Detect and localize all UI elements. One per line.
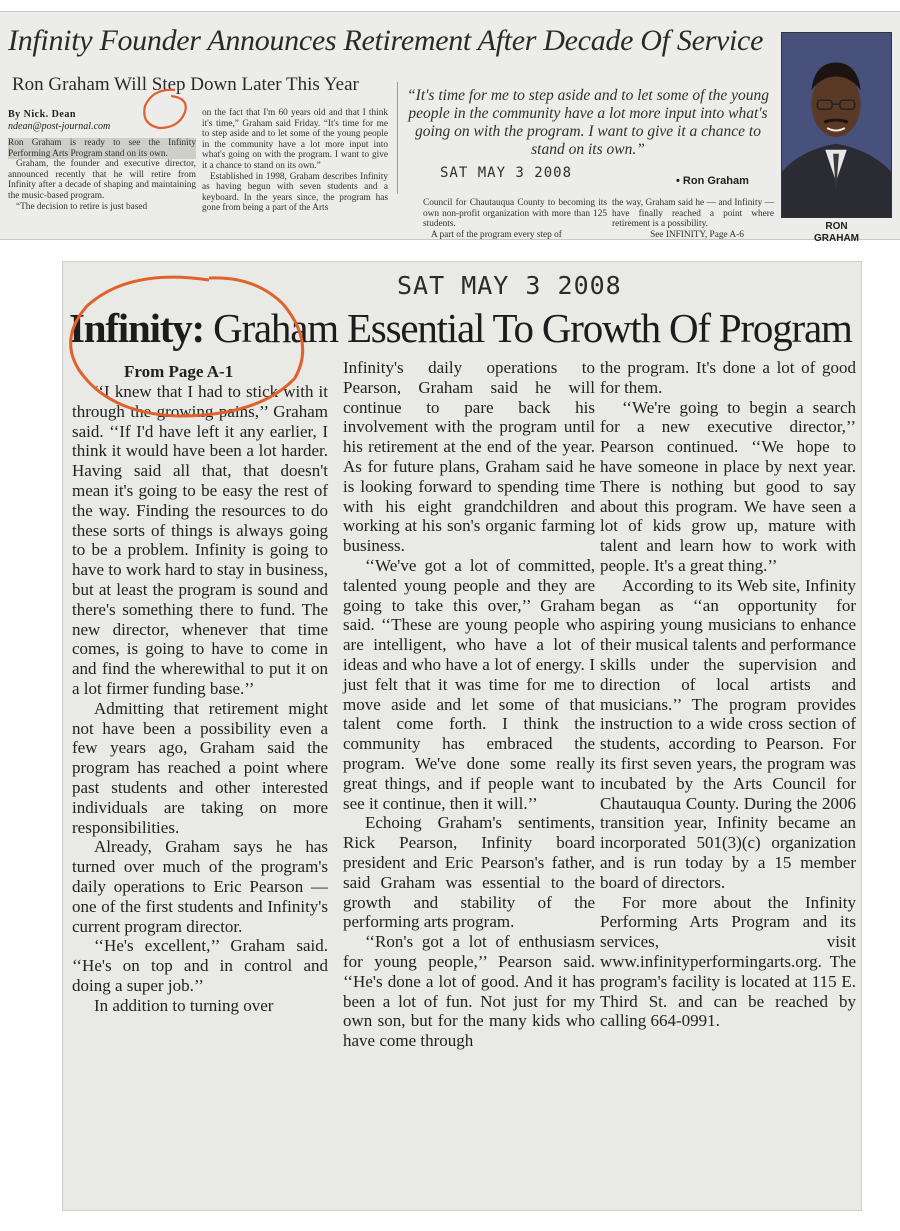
article-paragraph: Echoing Graham's sentiments, Rick Pearson, Infinity board president and Eric Pearson's father, said Graham was essential to the growth and stability of the performing arts program. [343, 813, 595, 932]
article-column-2 [343, 358, 595, 1051]
article-paragraph: ‘‘We're going to begin a search for a new executive director,’’ Pearson continued. ‘‘We hope to have someone in place by next year. There is nothing but good to say about this program. We have seen a lot of kids grow up, mature with talent and learn how to work with people. It's a great thing.’’ [600, 397, 856, 575]
article-column-1 [72, 362, 328, 1016]
column-rule [397, 82, 398, 194]
article-paragraph: ‘‘Ron's got a lot of enthusiasm for young people,’’ Pearson said. ‘‘He's done a lot of good. And it has been a lot of fun. Not just for my own son, but for the many kids who have come through [343, 932, 595, 1051]
date-stamp: SAT MAY 3 2008 [440, 165, 573, 181]
front-paragraph: on the fact that I'm 60 years old and that I think it's time,” Graham said Friday. “It's time for me to step aside and to let some of the young people in the community have a lot more input into what's going on with the program. I want to give it a chance to stand on its own.” [202, 108, 388, 171]
front-paragraph: Established in 1998, Graham describes Infinity as having begun with seven students and a keyboard. In the years since, the program has gone from being a part of the Arts [202, 171, 388, 214]
byline: By Nick. Dean [8, 109, 76, 120]
article-paragraph: Admitting that retirement might not have been a possibility even a few years ago, Graham said the program has reached a point where past students and other interested individuals are taking on more responsibilities. [72, 698, 328, 837]
portrait-image [782, 33, 891, 217]
article-paragraph: For more about the Infinity Performing Arts Program and its services, visit www.infinityperformingarts.org. The program's facility is located at 115 E. Third St. and can be reached by calling 664-0991. [600, 892, 856, 1031]
author-email: ndean@post-journal.com [8, 121, 111, 132]
caption-line: RON [825, 221, 848, 232]
front-paragraph: A part of the program every step of [431, 229, 562, 240]
continuation-headline [69, 304, 859, 352]
article-paragraph: According to its Web site, Infinity began as ‘‘an opportunity for aspiring young musicians to enhance their musical talents and performance skills under the supervision and direction of local artists and musicians.’’ The program provides instruction to a wide cross section of students, according to Pearson. For its first seven years, the program was incubated by the Arts Council for Chautauqua County. During the 2006 transition year, Infinity became an incorporated 501(3)(c) organization and is run today by a 15 member board of directors. [600, 575, 856, 892]
headline-keyword: Infinity: [69, 305, 205, 351]
caption-line: GRAHAM [814, 233, 859, 244]
quote-attribution: • Ron Graham [676, 175, 749, 187]
front-column-3 [423, 198, 607, 240]
front-column-2 [202, 108, 388, 214]
front-paragraph: “The decision to retire is just based [16, 201, 148, 212]
headline-text: Graham Essential To Growth Of Program [204, 305, 852, 351]
article-paragraph: Infinity's daily operations to Pearson, Graham said he will continue to pare back his involvement with the program until his retirement at the end of the year. As for future plans, Graham said he is looking forward to spending time with his eight grandchildren and working at his son's organic farming business. [343, 358, 595, 556]
article-paragraph: ‘‘We've got a lot of committed, talented young people and they are going to take this over,’’ Graham said. ‘‘These are young people who are intelligent, who have a lot of ideas and who have a lot of energy. I just felt that it was time for me to move aside and let some of that talent come forth. I think the community has embraced the program. We've done some really great things, and if people want to see it continue, then it will.’’ [343, 555, 595, 813]
front-paragraph: Council for Chautauqua County to becoming its own non-profit organization with more than 125 students. [423, 198, 607, 230]
front-paragraph: the way, Graham said he — and Infinity — have finally reached a point where retirement is a possibility. [612, 198, 774, 230]
article-paragraph: ‘‘I knew that I had to stick with it through the growing pains,’’ Graham said. ‘‘If I'd have left it any earlier, I think it would have been a lot harder. Having said all that, that doesn't mean it's going to be easy the rest of the way. Finding the resources to do these sorts of things is always going to be a problem. Infinity is going to have to work hard to stay in business, but at least the program is sound and there's something there to fund. The new director, whenever that time comes, is going to have to come in and find the wherewithal to put it on a lot firmer funding base.’’ [72, 382, 328, 698]
article-paragraph: In addition to turning over [94, 995, 274, 1015]
from-page-label: From Page A-1 [124, 362, 234, 381]
article-column-3 [600, 358, 856, 1031]
pull-quote: “It's time for me to step aside and to let some of the young people in the community have a lot more input into what's going on with the program. I want to give it a chance to stand on its own.” [407, 87, 769, 158]
front-subheadline: Ron Graham Will Step Down Later This Year [12, 74, 359, 95]
front-paragraph: Ron Graham is ready to see the Infinity Performing Arts Program stand on its own. [8, 138, 196, 159]
front-paragraph: Graham, the founder and executive director, announced recently that he will retire from Infinity after a decade of shaping and maintaining the music-based program. [8, 159, 196, 201]
article-paragraph: the program. It's done a lot of good for them. [600, 358, 856, 397]
clipping-front-page [0, 11, 900, 244]
ron-graham-photo [781, 32, 892, 218]
front-column-4 [612, 198, 774, 240]
jump-line: See INFINITY, Page A-6 [650, 229, 744, 240]
front-column-1 [8, 138, 196, 212]
photo-caption [781, 221, 892, 245]
article-paragraph: Already, Graham says he has turned over much of the program's daily operations to Eric Pearson — one of the first students and Infinity's current program director. [72, 837, 328, 936]
front-headline: Infinity Founder Announces Retirement After Decade Of Service [8, 24, 764, 57]
article-paragraph: ‘‘He's excellent,’’ Graham said. ‘‘He's on top and in control and doing a super job.’’ [72, 936, 328, 995]
date-stamp: SAT MAY 3 2008 [397, 271, 622, 300]
clipping-continuation [62, 261, 862, 1211]
